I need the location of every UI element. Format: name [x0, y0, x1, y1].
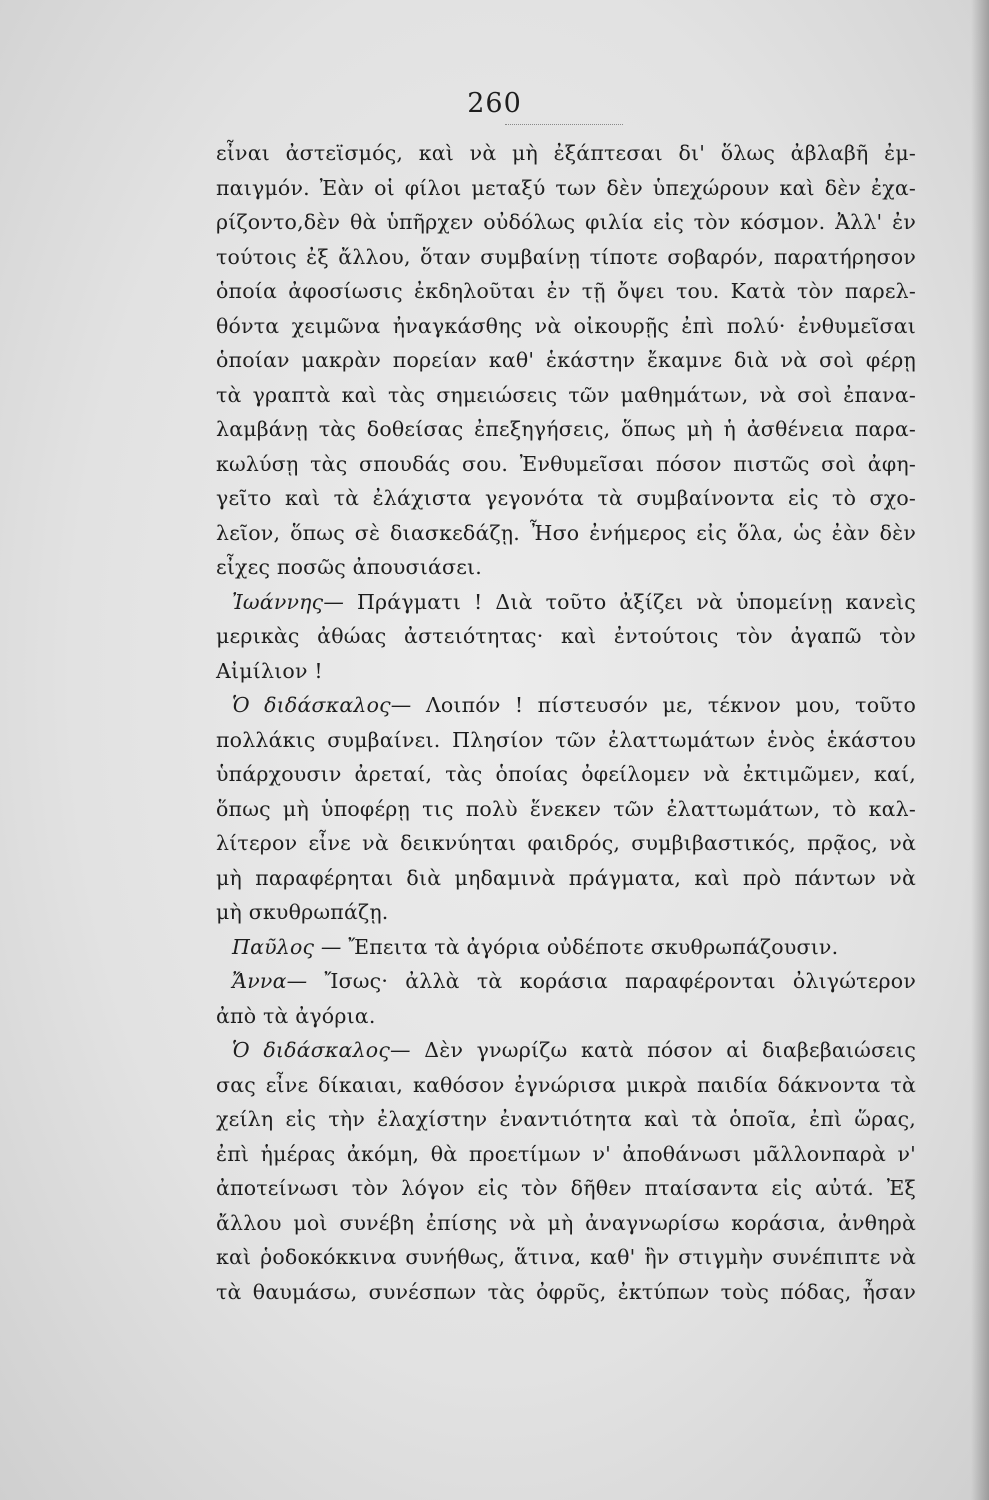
text-line [216, 481, 916, 516]
text-line [216, 1102, 916, 1137]
line-text: Ἴσως· ἀλλὰ τὰ κοράσια παραφέρονται ὀλιγώτερον [307, 969, 916, 993]
line-text: εἶναι ἀστεϊσμός, καὶ νὰ μὴ ἐξάπτεσαι δι' ὅλως ἀβλαβῆ ἐμ- [216, 141, 916, 165]
speaker-name: Ὁ διδάσκαλος— [232, 1038, 411, 1062]
text-line [216, 309, 916, 344]
line-text: ἀπὸ τὰ ἀγόρια. [216, 1003, 376, 1028]
text-line [216, 999, 916, 1034]
line-text: ὁποίαν μακρὰν πορείαν καθ' ἑκάστην ἔκαμνε διὰ νὰ σοὶ φέρῃ [216, 348, 916, 372]
page-number: 260 [467, 88, 522, 119]
text-line [216, 343, 916, 378]
text-line [216, 757, 916, 792]
speaker-name: Ὁ διδάσκαλος— [232, 693, 412, 717]
line-text: ὅπως μὴ ὑποφέρῃ τις πολὺ ἕνεκεν τῶν ἐλαττωμάτων, τὸ καλ- [216, 796, 916, 821]
text-line [216, 585, 916, 620]
line-text: Ἔπειτα τὰ ἀγόρια οὐδέποτε σκυθρωπάζουσιν. [341, 934, 839, 959]
line-text: Πράγματι ! Διὰ τοῦτο ἀξίζει νὰ ὑπομείνῃ κανεὶς [344, 589, 916, 614]
text-line [216, 792, 916, 827]
line-text: σας εἶνε δίκαιαι, καθόσον ἐγνώρισα μικρὰ παιδία δάκνοντα τὰ [216, 1072, 916, 1097]
text-line [216, 895, 916, 930]
speaker-name: Ἰωάννης— [232, 589, 345, 614]
line-text: ἄλλου μοὶ συνέβη ἐπίσης νὰ μὴ ἀναγνωρίσω κοράσια, ἀνθηρὰ [216, 1210, 916, 1235]
text-line [216, 136, 916, 171]
line-text: λεῖον, ὅπως σὲ διασκεδάζῃ. Ἦσο ἐνήμερος εἰς ὅλα, ὡς ἐὰν δὲν [216, 520, 916, 545]
line-text: τὰ θαυμάσω, συνέσπων τὰς ὀφρῦς, ἐκτύπων τοὺς πόδας, ἦσαν [216, 1279, 916, 1304]
text-line [216, 826, 916, 861]
text-line [216, 516, 916, 551]
line-text: μερικὰς ἀθώας ἀστειότητας· καὶ ἐντούτοις τὸν ἀγαπῶ τὸν [216, 624, 916, 648]
text-line [216, 1137, 916, 1172]
line-text: ὁποία ἀφοσίωσις ἐκδηλοῦται ἐν τῇ ὄψει του. Κατὰ τὸν παρελ- [216, 279, 916, 303]
line-text: γεῖτο καὶ τὰ ἐλάχιστα γεγονότα τὰ συμβαίνοντα εἰς τὸ σχο- [216, 486, 916, 510]
line-text: Δὲν γνωρίζω κατὰ πόσον αἱ διαβεβαιώσεις [410, 1038, 917, 1062]
text-line [216, 930, 916, 965]
line-text: Λοιπόν ! πίστευσόν με, τέκνον μου, τοῦτο [411, 693, 916, 717]
text-line [216, 550, 916, 585]
line-text: καὶ ῥοδοκόκκινα συνήθως, ἅτινα, καθ' ἣν στιγμὴν συνέπιπτε νὰ [216, 1245, 916, 1269]
text-line [216, 654, 916, 689]
text-line [216, 274, 916, 309]
text-line [216, 240, 916, 275]
line-text: ὑπάρχουσιν ἀρεταί, τὰς ὁποίας ὀφείλομεν νὰ ἐκτιμῶμεν, καί, [216, 762, 916, 786]
line-text: ἐπὶ ἡμέρας ἀκόμη, θὰ προετίμων ν' ἀποθάνωσι μᾶλλονπαρὰ ν' [216, 1141, 916, 1166]
text-line [216, 1206, 916, 1241]
text-line [216, 964, 916, 999]
line-text: λαμβάνῃ τὰς δοθείσας ἐπεξηγήσεις, ὅπως μὴ ἡ ἀσθένεια παρα- [216, 417, 916, 441]
text-line [216, 1171, 916, 1206]
speaker-name: Ἄννα— [232, 969, 308, 993]
line-text: λίτερον εἶνε νὰ δεικνύηται φαιδρός, συμβιβαστικός, πρᾷος, νὰ [216, 831, 916, 855]
text-line [216, 447, 916, 482]
text-line [216, 171, 916, 206]
text-line [216, 688, 916, 723]
text-line [216, 1033, 916, 1068]
line-text: μὴ παραφέρηται διὰ μηδαμινὰ πράγματα, καὶ πρὸ πάντων νὰ [216, 865, 916, 890]
text-line [216, 861, 916, 896]
line-text: Αἰμίλιον ! [216, 658, 323, 683]
text-line [216, 1240, 916, 1275]
line-text: θόντα χειμῶνα ἠναγκάσθης νὰ οἰκουρῇς ἐπὶ πολύ· ἐνθυμεῖσαι [216, 313, 916, 338]
page-number-rule [505, 124, 623, 125]
line-text: τούτοις ἐξ ἄλλου, ὅταν συμβαίνῃ τίποτε σοβαρόν, παρατήρησον [216, 244, 916, 269]
text-line [216, 412, 916, 447]
line-text: κωλύσῃ τὰς σπουδάς σου. Ἐνθυμεῖσαι πόσον πιστῶς σοὶ ἀφη- [216, 451, 916, 476]
speaker-name: Παῦλος — [232, 934, 342, 959]
line-text: ρίζοντο,δὲν θὰ ὑπῆρχεν οὐδόλως φιλία εἰς τὸν κόσμον. Ἀλλ' ἐν [216, 210, 916, 234]
line-text: ἀποτείνωσι τὸν λόγον εἰς τὸν δῆθεν πταίσαντα εἰς αὐτά. Ἐξ [216, 1176, 916, 1200]
text-line [216, 723, 916, 758]
line-text: εἶχες ποσῶς ἀπουσιάσει. [216, 555, 482, 579]
text-line [216, 378, 916, 413]
line-text: χείλη εἰς τὴν ἐλαχίστην ἐναντιότητα καὶ τὰ ὁποῖα, ἐπὶ ὥρας, [216, 1107, 916, 1131]
text-line [216, 205, 916, 240]
line-text: μὴ σκυθρωπάζῃ. [216, 900, 389, 924]
line-text: τὰ γραπτὰ καὶ τὰς σημειώσεις τῶν μαθημάτων, νὰ σοὶ ἐπανα- [216, 382, 916, 407]
line-text: πολλάκις συμβαίνει. Πλησίον τῶν ἐλαττωμάτων ἑνὸς ἑκάστου [216, 727, 916, 752]
text-line [216, 1275, 916, 1310]
line-text: παιγμόν. Ἐὰν οἱ φίλοι μεταξύ των δὲν ὑπεχώρουν καὶ δὲν ἐχα- [216, 175, 916, 200]
text-line [216, 619, 916, 654]
page-edge-shadow [971, 0, 989, 1500]
body-text [216, 136, 916, 1309]
text-line [216, 1068, 916, 1103]
